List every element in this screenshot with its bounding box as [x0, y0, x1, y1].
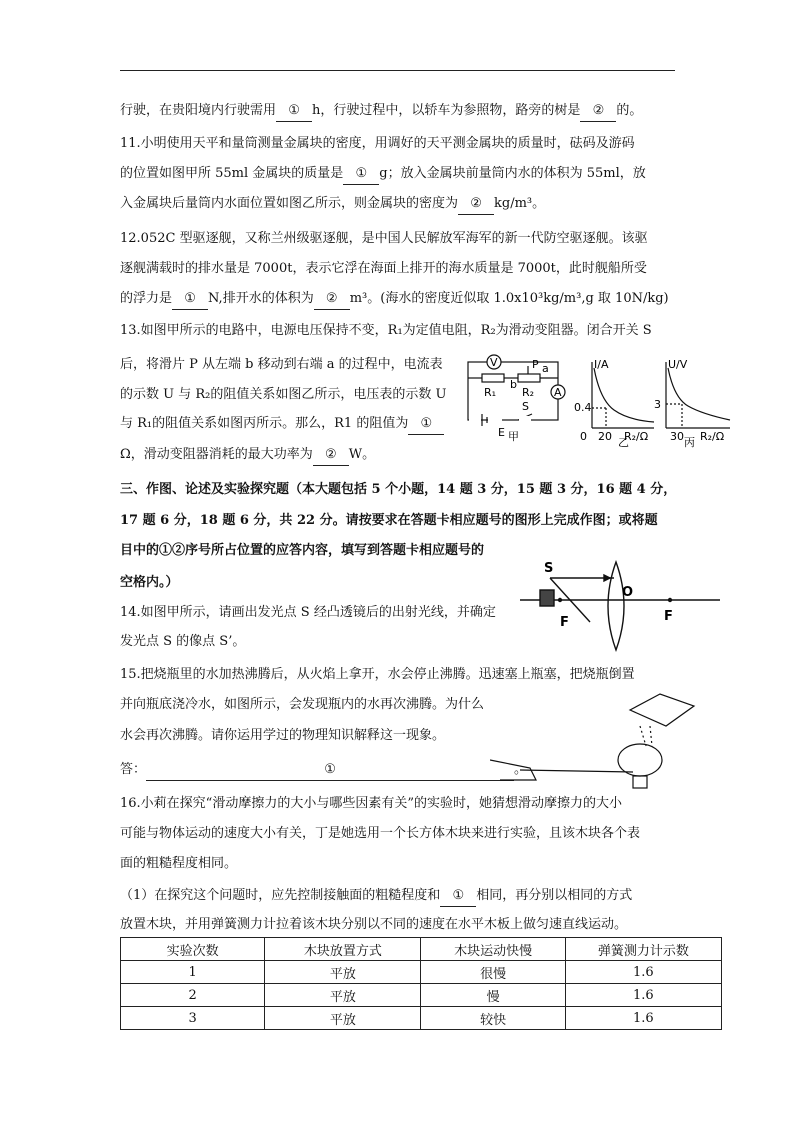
origin-label: 0: [580, 430, 587, 443]
terminal-a-label: a: [542, 362, 549, 375]
table-cell: 平放: [265, 984, 421, 1007]
text-line-9: 后，将滑片 P 从左端 b 移动到右端 a 的过程中，电流表: [120, 357, 443, 372]
text-line-8: 13.如图甲所示的电路中，电源电压保持不变，R₁为定值电阻，R₂为滑动变阻器。闭合开关 S: [120, 323, 652, 338]
y-tick-label: 0.4: [574, 401, 592, 414]
text-line-q14b: 发光点 S 的像点 S’。: [120, 634, 246, 649]
arrow-icon: [604, 575, 610, 581]
text-line-q15c: 水会再次沸腾。请你运用学过的物理知识解释这一现象。: [120, 728, 446, 743]
lens-diagram: [520, 560, 724, 654]
water-stream: [650, 726, 652, 746]
answer-blank: ①: [172, 289, 208, 310]
text-line-q16a: 16.小莉在探究“滑动摩擦力的大小与哪些因素有关”的实验时，她猜想滑动摩擦力的大小: [120, 796, 622, 811]
table-cell: 平放: [265, 1007, 421, 1030]
text-line-7: [120, 289, 669, 310]
graph-voltage-vs-r2: [652, 356, 738, 448]
table-cell: 2: [121, 984, 265, 1007]
header-rule: [120, 70, 675, 71]
text-line-answer: [120, 760, 527, 781]
slider-p-label: P: [532, 358, 539, 371]
table-cell: 较快: [421, 1007, 565, 1030]
voltmeter-label: V: [490, 356, 498, 369]
table-header: 木块运动快慢: [421, 938, 565, 961]
terminal-b-label: b: [510, 378, 517, 391]
text-line-6: 逐舰满载时的排水量是 7000t，表示它浮在海面上排开的海水质量是 7000t，此时舰船所受: [120, 261, 647, 276]
text-line-q14a: 14.如图甲所示，请画出发光点 S 经凸透镜后的出射光线，并确定: [120, 605, 496, 620]
text-line-1: [120, 101, 642, 122]
text-segment: 相同，再分别以相同的方式: [476, 888, 633, 903]
light-source-icon: [540, 590, 554, 606]
flask-illustration: [490, 690, 704, 790]
table-cell: 3: [121, 1007, 265, 1030]
table-cell: 1.6: [565, 1007, 721, 1030]
section-heading-line-4: 空格内。）: [120, 575, 179, 590]
text-segment: 的。: [616, 103, 643, 118]
answer-blank: ②: [313, 445, 349, 466]
r2-label: R₂: [522, 386, 535, 399]
focus-right-label: F: [664, 609, 673, 624]
focus-left-label: F: [560, 615, 569, 630]
text-segment: 入金属块后量筒内水面位置如图乙所示，则金属块的密度为: [120, 196, 459, 211]
x-tick-label: 30: [670, 430, 684, 443]
table-cell: 1.6: [565, 961, 721, 984]
answer-blank: ①: [146, 760, 514, 781]
wire-gap: [488, 416, 502, 424]
text-segment: （1）在探究这个问题时，应先控制接触面的粗糙程度和: [120, 888, 441, 903]
y-tick-label: 3: [654, 398, 661, 411]
x-tick-label: 20: [598, 430, 612, 443]
text-segment: 与 R₁的阻值关系如图丙所示。那么，R1 的阻值为: [120, 416, 409, 431]
focus-point: [668, 598, 672, 602]
curve: [594, 368, 654, 422]
figure-caption-yi: 乙: [618, 436, 629, 448]
answer-blank: ②: [458, 194, 494, 215]
figure-caption-jia: 甲: [508, 430, 519, 443]
answer-blank: ①: [276, 101, 312, 122]
resistor-r2-icon: [518, 374, 540, 382]
table-row: [121, 961, 722, 984]
y-axis-label: U/V: [668, 358, 688, 371]
answer-blank: ②: [314, 289, 350, 310]
text-line-q16c: 面的粗糙程度相同。: [120, 856, 238, 871]
text-line-10: 的示数 U 与 R₂的阻值关系如图乙所示，电压表的示数 U: [120, 387, 447, 402]
table-header: 弹簧测力计示数: [565, 938, 721, 961]
text-segment: h，行驶过程中，以轿车为参照物，路旁的树是: [312, 103, 581, 118]
convex-lens-icon: [608, 562, 624, 650]
table-cell: 1: [121, 961, 265, 984]
wire-gap: [469, 416, 481, 424]
section-heading-line-3: 目中的①②序号所占位置的应答内容，填写到答题卡相应题号的: [120, 543, 485, 558]
table-header-row: [121, 938, 722, 961]
text-segment: g；放入金属块前量筒内水的体积为 55ml，放: [379, 166, 646, 181]
table-header: 实验次数: [121, 938, 265, 961]
text-segment: W。: [348, 447, 376, 462]
table-row: [121, 1007, 722, 1030]
answer-blank: ②: [580, 101, 616, 122]
cup-icon: [630, 694, 694, 726]
wire-gap: [519, 416, 531, 424]
table-cell: 很慢: [421, 961, 565, 984]
text-line-4: [120, 194, 545, 215]
text-segment: m³。(海水的密度近似取 1.0x10³kg/m³,g 取 10N/kg): [349, 291, 669, 306]
text-line-11: [120, 414, 444, 435]
text-line-q15a: 15.把烧瓶里的水加热沸腾后，从火焰上拿开，水会停止沸腾。迅速塞上瓶塞，把烧瓶倒置: [120, 667, 635, 682]
clamp-rod: [520, 770, 633, 772]
table-cell: 慢: [421, 984, 565, 1007]
figure-caption-bing: 丙: [684, 436, 695, 448]
x-axis-label: R₂/Ω: [700, 430, 725, 443]
section-heading-line-1: 三、作图、论述及实验探究题（本大题包括 5 个小题，14 题 3 分，15 题 3 分，16 题 4 分，: [120, 482, 677, 497]
source-label: E: [498, 426, 505, 439]
text-segment: kg/m³。: [494, 196, 546, 211]
answer-blank: ①: [408, 414, 444, 435]
ammeter-label: A: [554, 386, 562, 399]
text-segment: 行驶，在贵阳境内行驶需用: [120, 103, 277, 118]
answer-blank: ①: [343, 164, 379, 185]
x-axis-label: R₂/Ω: [624, 430, 649, 443]
text-line-12: [120, 445, 375, 466]
table-cell: 平放: [265, 961, 421, 984]
text-line-q15b: 并向瓶底浇冷水，如图所示，会发现瓶内的水再次沸腾。为什么: [120, 697, 485, 712]
focus-point: [558, 598, 562, 602]
flask-neck-icon: [633, 776, 647, 788]
water-stream: [640, 726, 646, 746]
text-segment: 的位置如图甲所 55ml 金属块的质量是: [120, 166, 344, 181]
source-s-label: S: [544, 561, 554, 576]
r1-label: R₁: [484, 386, 497, 399]
answer-blank: ①: [440, 886, 476, 907]
text-segment: N,排开水的体积为: [208, 291, 314, 306]
text-segment: 。: [514, 762, 528, 777]
resistor-r1-icon: [482, 374, 504, 382]
table-row: [121, 984, 722, 1007]
optical-center-label: O: [622, 585, 634, 600]
text-line-5: 12.052C 型驱逐舰，又称兰州级驱逐舰，是中国人民解放军海军的新一代防空驱逐舰。该驱: [120, 231, 648, 246]
text-segment: 答：: [120, 762, 147, 777]
text-line-q16b: 可能与物体运动的速度大小有关，丁是她选用一个长方体木块来进行实验，且该木块各个表: [120, 826, 641, 841]
table-header: 木块放置方式: [265, 938, 421, 961]
section-heading-line-2: 17 题 6 分，18 题 6 分，共 22 分。请按要求在答题卡相应题号的图形上完成作图；或将题: [120, 513, 658, 528]
experiment-table: [120, 937, 722, 1030]
text-line-q16d: [120, 886, 632, 907]
text-segment: 的浮力是: [120, 291, 173, 306]
graph-current-vs-r2: [574, 356, 660, 448]
switch-label: S: [522, 400, 529, 413]
circuit-diagram: [462, 352, 574, 446]
text-line-3: [120, 164, 646, 185]
flask-icon: [618, 744, 662, 776]
y-axis-label: I/A: [594, 358, 609, 371]
curve: [668, 368, 730, 420]
text-segment: Ω，滑动变阻器消耗的最大功率为: [120, 447, 313, 462]
text-line-q16e: 放置木块，并用弹簧测力计拉着该木块分别以不同的速度在水平木板上做匀速直线运动。: [120, 917, 628, 932]
text-line-2: 11.小明使用天平和量筒测量金属块的密度，用调好的天平测金属块的质量时，砝码及游码: [120, 136, 635, 151]
table-cell: 1.6: [565, 984, 721, 1007]
